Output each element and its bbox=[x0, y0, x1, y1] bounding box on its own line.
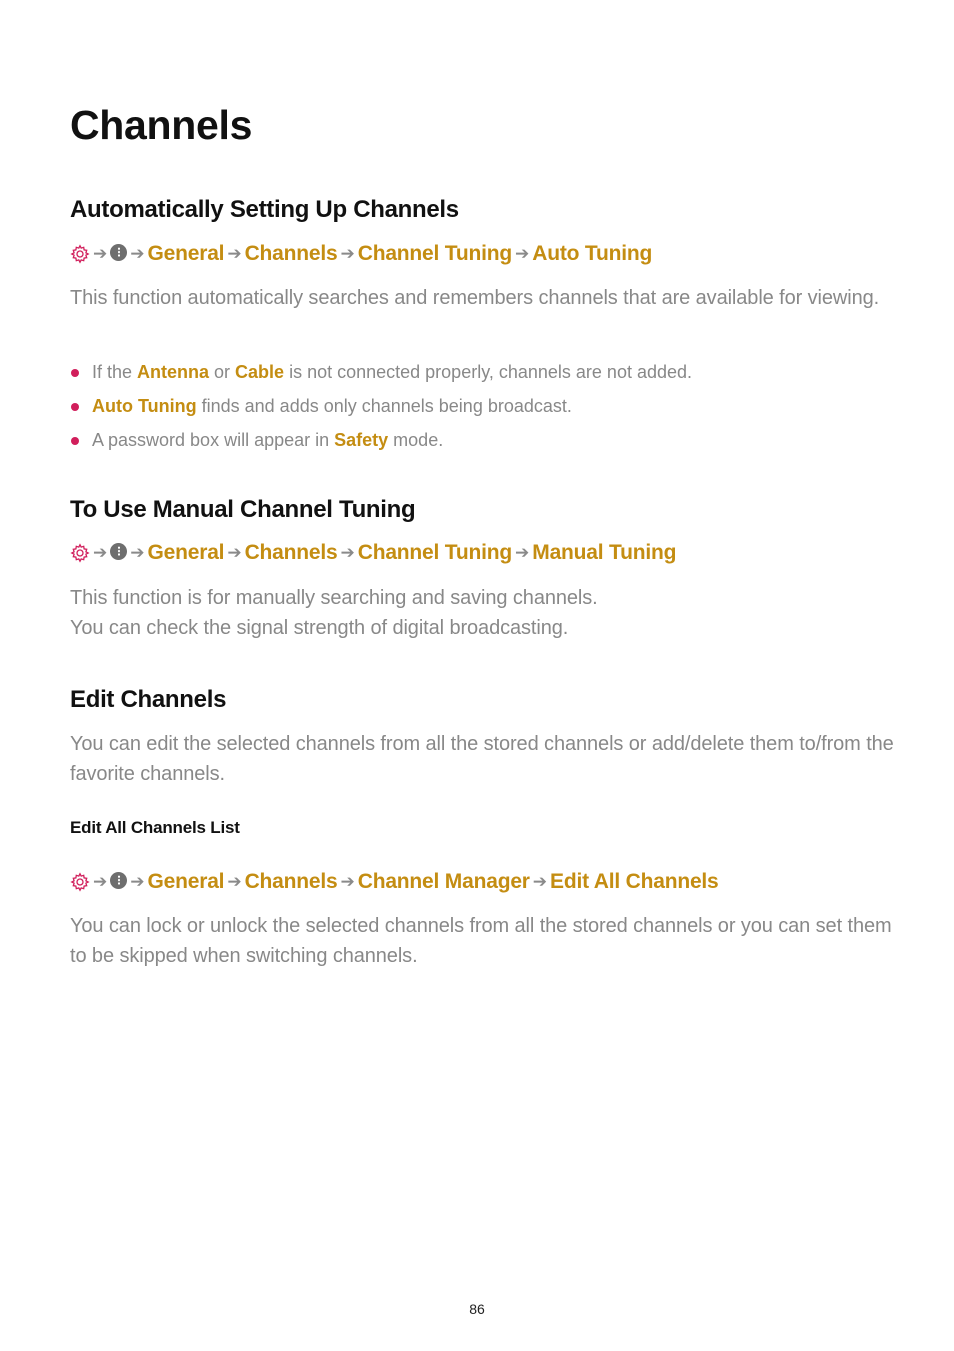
edit-all-description: You can lock or unlock the selected channels from all the stored channels or you can set them to be skipped when switching channels. bbox=[70, 915, 892, 967]
menu-path-step: Channel Manager bbox=[357, 870, 530, 893]
menu-path-step: Channels bbox=[244, 242, 338, 265]
menu-path-step: Channel Tuning bbox=[357, 242, 513, 265]
arrow-right-icon: ➔ bbox=[93, 244, 108, 263]
gear-icon bbox=[70, 244, 90, 264]
menu-path-step: General bbox=[147, 541, 225, 564]
more-options-icon bbox=[110, 244, 127, 261]
section-heading-edit: Edit Channels bbox=[70, 686, 227, 713]
section-heading-auto: Automatically Setting Up Channels bbox=[70, 196, 459, 223]
arrow-right-icon: ➔ bbox=[515, 543, 530, 562]
arrow-right-icon: ➔ bbox=[130, 244, 145, 263]
manual-description-line-1: This function is for manually searching and saving channels. bbox=[70, 587, 598, 609]
highlighted-term: Antenna bbox=[137, 362, 210, 382]
page-title: Channels bbox=[70, 102, 253, 148]
arrow-right-icon: ➔ bbox=[93, 872, 108, 891]
menu-path-edit-all bbox=[70, 868, 719, 896]
arrow-right-icon: ➔ bbox=[227, 543, 242, 562]
arrow-right-icon: ➔ bbox=[532, 872, 548, 891]
menu-path-auto bbox=[70, 240, 652, 268]
menu-path-step: Auto Tuning bbox=[532, 242, 653, 265]
bullet-text: If the bbox=[92, 362, 138, 382]
bullet-text: A password box will appear in bbox=[92, 430, 335, 450]
gear-icon bbox=[70, 543, 90, 563]
list-item bbox=[70, 428, 900, 462]
section-heading-manual: To Use Manual Channel Tuning bbox=[70, 496, 416, 523]
arrow-right-icon: ➔ bbox=[340, 543, 355, 562]
menu-path-step: Channels bbox=[244, 541, 338, 564]
bullet-dot-icon bbox=[71, 437, 79, 445]
arrow-right-icon: ➔ bbox=[130, 543, 145, 562]
menu-path-step: General bbox=[147, 870, 225, 893]
menu-path-step: General bbox=[147, 242, 225, 265]
arrow-right-icon: ➔ bbox=[340, 244, 355, 263]
list-item bbox=[70, 360, 900, 394]
menu-path-step: Manual Tuning bbox=[532, 541, 677, 564]
edit-description: You can edit the selected channels from all the stored channels or add/delete them to/from the favorite channels. bbox=[70, 733, 894, 785]
subsection-heading-edit-all: Edit All Channels List bbox=[70, 818, 240, 837]
arrow-right-icon: ➔ bbox=[340, 872, 355, 891]
gear-icon bbox=[70, 872, 90, 892]
bullet-dot-icon bbox=[71, 403, 79, 411]
manual-description-line-2: You can check the signal strength of digital broadcasting. bbox=[70, 617, 569, 639]
bullet-text: finds and adds only channels being broadcast. bbox=[196, 396, 572, 416]
menu-path-step: Edit All Channels bbox=[550, 870, 719, 893]
manual-description bbox=[70, 583, 900, 643]
arrow-right-icon: ➔ bbox=[227, 872, 242, 891]
bullet-text: mode. bbox=[388, 430, 444, 450]
menu-path-manual bbox=[70, 539, 676, 567]
bullet-dot-icon bbox=[71, 369, 79, 377]
list-item bbox=[70, 394, 900, 428]
auto-description: This function automatically searches and remembers channels that are available for viewing. bbox=[70, 287, 880, 309]
auto-bullet-list bbox=[70, 360, 900, 462]
bullet-text: or bbox=[209, 362, 236, 382]
arrow-right-icon: ➔ bbox=[515, 244, 530, 263]
page-number: 86 bbox=[469, 1301, 485, 1317]
arrow-right-icon: ➔ bbox=[130, 872, 145, 891]
arrow-right-icon: ➔ bbox=[93, 543, 108, 562]
more-options-icon bbox=[110, 872, 127, 889]
highlighted-term: Safety bbox=[334, 430, 389, 450]
arrow-right-icon: ➔ bbox=[227, 244, 242, 263]
highlighted-term: Auto Tuning bbox=[92, 396, 197, 416]
menu-path-step: Channels bbox=[244, 870, 338, 893]
bullet-text: is not connected properly, channels are not added. bbox=[284, 362, 693, 382]
menu-path-step: Channel Tuning bbox=[357, 541, 513, 564]
more-options-icon bbox=[110, 543, 127, 560]
highlighted-term: Cable bbox=[235, 362, 285, 382]
